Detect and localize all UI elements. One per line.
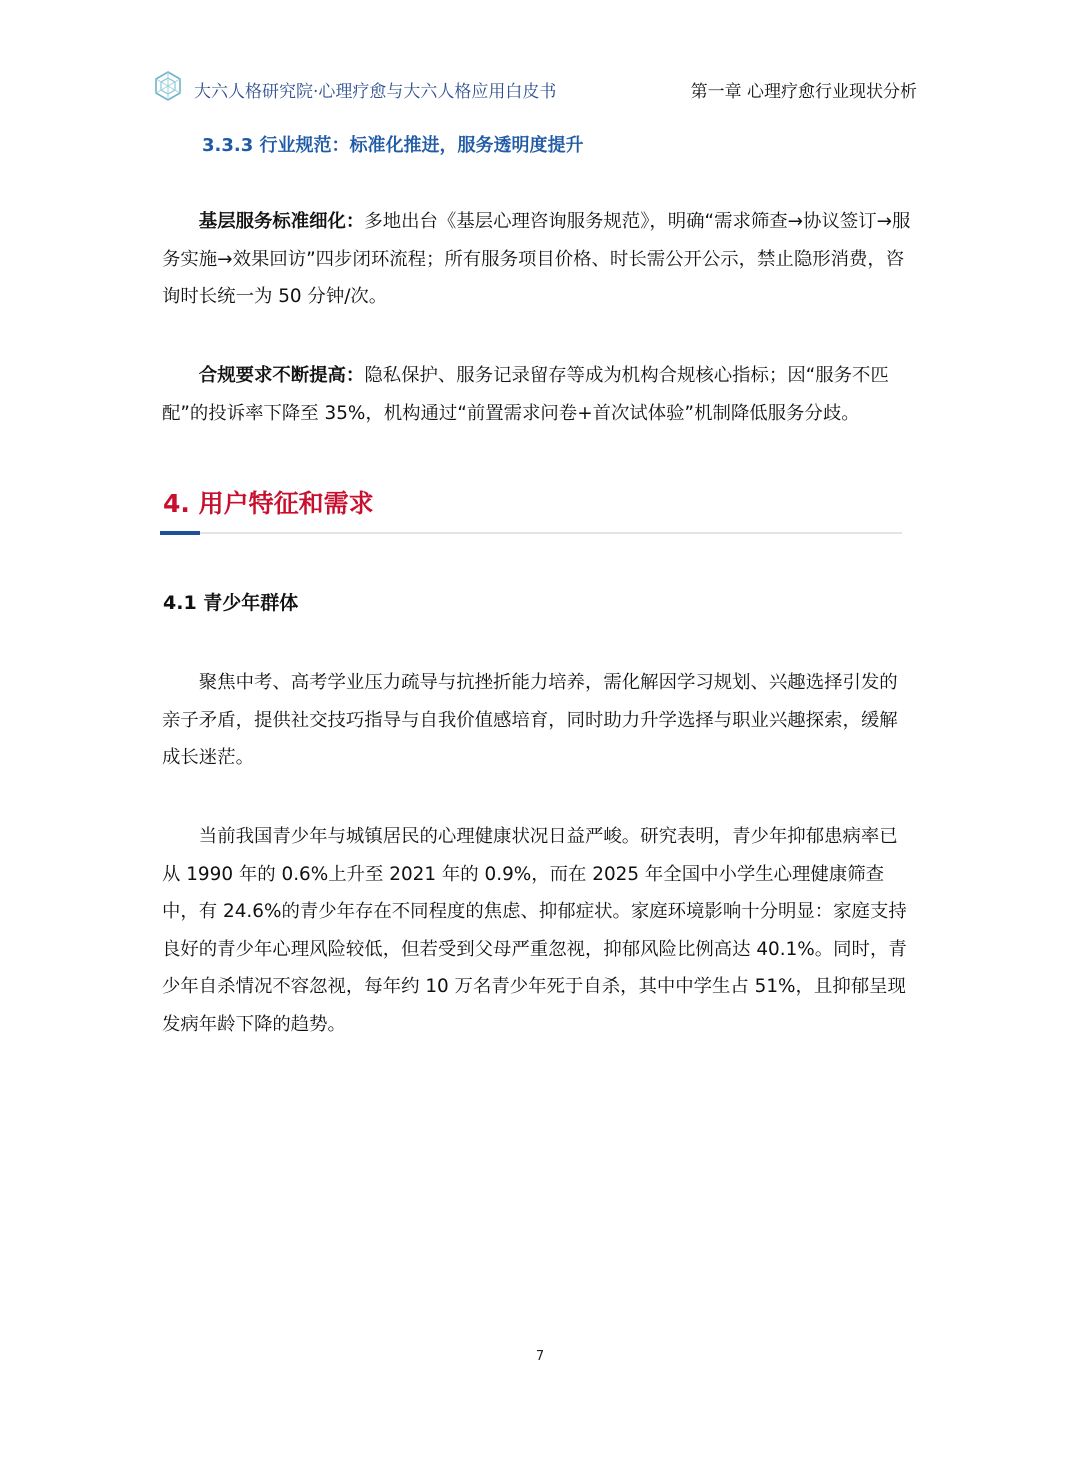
paragraph-compliance-requirements bbox=[162, 357, 912, 432]
section-4-1-heading: 4.1 青少年群体 bbox=[163, 592, 299, 614]
page-number: 7 bbox=[535, 1349, 545, 1364]
heading-divider-accent bbox=[160, 531, 200, 535]
section-4-heading: 4. 用户特征和需求 bbox=[163, 489, 374, 518]
heading-divider bbox=[160, 532, 902, 534]
page-header bbox=[152, 66, 917, 112]
hexagon-cube-logo-icon bbox=[152, 70, 184, 102]
paragraph-basic-service-standards bbox=[162, 203, 912, 316]
section-3-3-3-heading: 3.3.3 行业规范：标准化推进，服务透明度提升 bbox=[202, 135, 584, 156]
paragraph-teen-focus: 聚焦中考、高考学业压力疏导与抗挫折能力培养，需化解因学习规划、兴趣选择引发的亲子矛盾，提供社交技巧指导与自我价值感培育，同时助力升学选择与职业兴趣探索，缓解成长迷茫。 bbox=[162, 672, 898, 768]
paragraph-lead: 合规要求不断提高： bbox=[198, 365, 365, 386]
paragraph-body: 隐私保护、服务记录留存等成为机构合规核心指标；因“服务不匹配”的投诉率下降至 35%，机构通过“前置需求问卷+首次试体验”机制降低服务分歧。 bbox=[162, 365, 889, 424]
paragraph-teen-mental-health-stats: 当前我国青少年与城镇居民的心理健康状况日益严峻。研究表明，青少年抑郁患病率已从 1990 年的 0.6%上升至 2021 年的 0.9%，而在 2025 年全国中小学生心理健康筛查中，有 24.6%的青少年存在不同程度的焦虑、抑郁症状。家庭环境影响十分明显：家庭支持良好的青少年心理风险较低，但若受到父母严重忽视，抑郁风险比例高达 40.1%。同时，青少年自杀情况不容忽视，每年约 10 万名青少年死于自杀，其中中学生占 51%，且抑郁呈现发病年龄下降的趋势。 bbox=[162, 826, 907, 1035]
header-document-title: 大六人格研究院·心理疗愈与大六人格应用白皮书 bbox=[194, 82, 557, 102]
paragraph-lead: 基层服务标准细化： bbox=[198, 211, 365, 232]
paragraph-body: 多地出台《基层心理咨询服务规范》，明确“需求筛查→协议签订→服务实施→效果回访”四步闭环流程；所有服务项目价格、时长需公开公示，禁止隐形消费，咨询时长统一为 50 分钟/次。 bbox=[162, 211, 911, 307]
header-chapter-title: 第一章 心理疗愈行业现状分析 bbox=[690, 82, 917, 102]
